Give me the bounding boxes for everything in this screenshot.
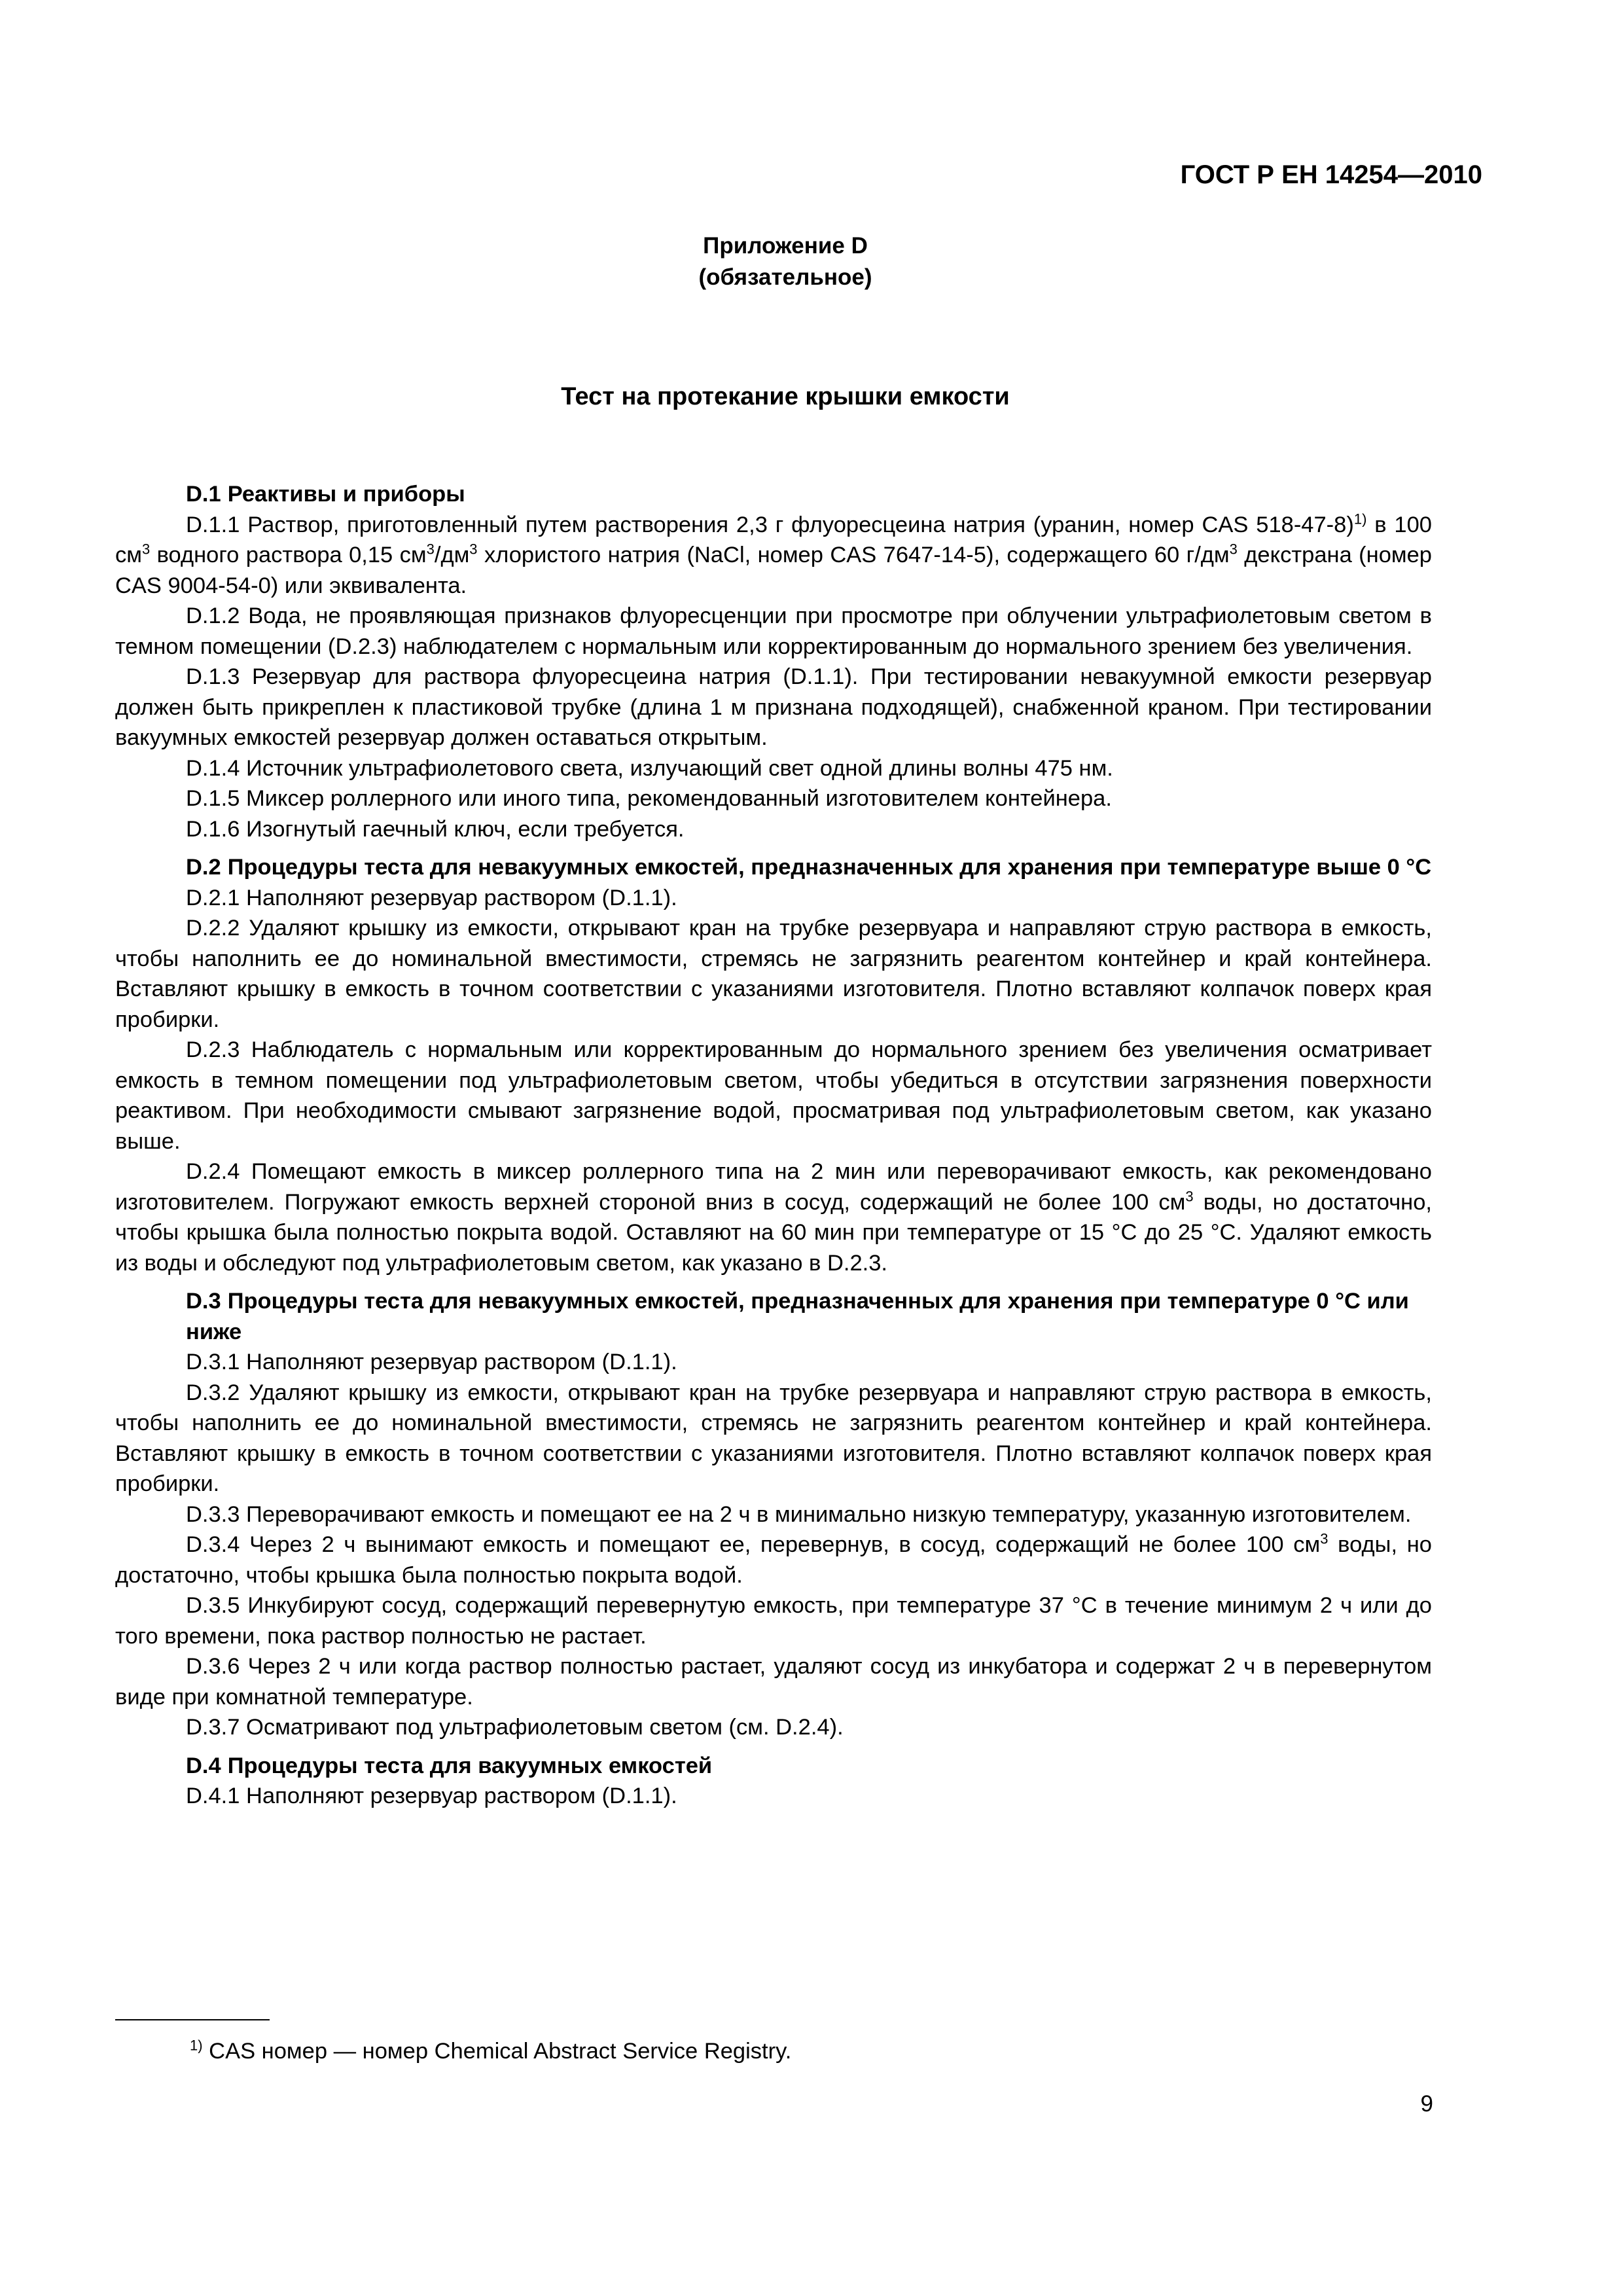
footnote-text: CAS номер — номер Chemical Abstract Service Registry. [209, 2039, 792, 2064]
paragraph-d3-7: D.3.7 Осматривают под ультрафиолетовым светом (см. D.2.4). [186, 1715, 844, 1740]
paragraph-d3-1: D.3.1 Наполняют резервуар раствором (D.1.1). [186, 1350, 677, 1374]
paragraph-d3-3: D.3.3 Переворачивают емкость и помещают ее на 2 ч в минимально низкую температуру, указанную изготовителем. [186, 1501, 1412, 1527]
section-heading-d1: D.1 Реактивы и приборы [186, 482, 465, 507]
annex-status: (обязательное) [698, 264, 872, 290]
section-heading-d3: D.3 Процедуры теста для невакуумных емкостей, предназначенных для хранения при температуре 0 °С или ниже [186, 1289, 1409, 1344]
paragraph-d1-5: D.1.5 Миксер роллерного или иного типа, рекомендованный изготовителем контейнера. [186, 786, 1112, 811]
paragraph-d1-4: D.1.4 Источник ультрафиолетового света, излучающий свет одной длины волны 475 нм. [186, 755, 1113, 781]
footnote-reference: 1) [1353, 511, 1367, 527]
paragraph-d3-4: D.3.4 Через 2 ч вынимают емкость и помещают ее, перевернув, в сосуд, содержащий не более 100 $см^3$ воды, но достаточно, чтобы крышка была полностью покрыта водой. [115, 1530, 1432, 1588]
paragraph-d2-2: D.2.2 Удаляют крышку из емкости, открывают кран на трубке резервуара и направляют струю раствора в емкость, чтобы наполнить ее до номинальной вместимости, стремясь не загрязнить реагентом контейнер и край контейнера. Вставляют крышку в емкость в точном соответствии с указаниями изготовителя. Плотно вставляют колпачок поверх края пробирки. [115, 916, 1432, 1032]
paragraph-d3-5: D.3.5 Инкубируют сосуд, содержащий перевернутую емкость, при температуре 37 °С в течение минимум 2 ч или до того времени, пока раствор полностью не растает. [115, 1593, 1432, 1649]
annex-title: Тест на протекание крышки емкости [561, 383, 1010, 410]
annex-heading [0, 230, 1571, 293]
footnote-divider [115, 2019, 270, 2020]
paragraph-d2-1: D.2.1 Наполняют резервуар раствором (D.1.1). [186, 885, 677, 910]
paragraph-d2-3: D.2.3 Наблюдатель с нормальным или корректированным до нормального зрением без увеличения осматривает емкость в темном помещении под ультрафиолетовым светом, чтобы убедиться в отсутствии загрязнения поверхности реактивом. При необходимости смывают загрязнение водой, просматривая под ультрафиолетовым светом, как указано выше. [115, 1037, 1432, 1154]
document-body [115, 471, 1432, 1812]
paragraph-d3-6: D.3.6 Через 2 ч или когда раствор полностью растает, удаляют сосуд из инкубатора и содержат 2 ч в перевернутом виде при комнатной температуре. [115, 1654, 1432, 1710]
paragraph-d4-1: D.4.1 Наполняют резервуар раствором (D.1.1). [186, 1784, 677, 1808]
page-number: 9 [1420, 2091, 1433, 2117]
document-code-header: ГОСТ Р ЕН 14254—2010 [1180, 160, 1482, 189]
paragraph-d1-3: D.1.3 Резервуар для раствора флуоресцеина натрия (D.1.1). При тестировании невакуумной емкости резервуар должен быть прикреплен к пластиковой трубке (длина 1 м признана подходящей), снабженной краном. При тестировании вакуумных емкостей резервуар должен оставаться открытым. [115, 664, 1432, 750]
paragraph-d1-6: D.1.6 Изогнутый гаечный ключ, если требуется. [186, 816, 685, 842]
footnote-marker: 1) [190, 2037, 203, 2054]
annex-label: Приложение D [703, 233, 868, 259]
paragraph-d3-2: D.3.2 Удаляют крышку из емкости, открывают кран на трубке резервуара и направляют струю раствора в емкость, чтобы наполнить ее до номинальной вместимости, стремясь не загрязнить реагентом контейнер и край контейнера. Вставляют крышку в емкость в точном соответствии с указаниями изготовителя. Плотно вставляют колпачок поверх края пробирки. [115, 1380, 1432, 1496]
paragraph-d1-1: D.1.1 Раствор, приготовленный путем растворения 2,3 г флуоресцеина натрия (уранин, номер CAS 518-47-8)$^{1)}$ в 100 $см^3$ водного раствора 0,15 $см^3/дм^3$ хлористого натрия (NaCl, номер CAS 7647-14-5), содержащего 60 $г/дм^3$ декстрана (номер CAS 9004-54-0) или эквивалента. [115, 511, 1432, 598]
paragraph-d2-4: D.2.4 Помещают емкость в миксер роллерного типа на 2 мин или переворачивают емкость, как рекомендовано изготовителем. Погружают емкость верхней стороной вниз в сосуд, содержащий не более 100 $см^3$ воды, но достаточно, чтобы крышка была полностью покрыта водой. Оставляют на 60 мин при температуре от 15 °С до 25 °С. Удаляют емкость из воды и обследуют под ультрафиолетовым светом, как указано в D.2.3. [115, 1159, 1432, 1276]
footnote [190, 2039, 791, 2064]
section-heading-d2: D.2 Процедуры теста для невакуумных емкостей, предназначенных для хранения при температуре выше 0 °С [186, 855, 1432, 880]
paragraph-d1-2: D.1.2 Вода, не проявляющая признаков флуоресценции при просмотре при облучении ультрафиолетовым светом в темном помещении (D.2.3) наблюдателем с нормальным или корректированным до нормального зрением без увеличения. [115, 603, 1432, 659]
section-heading-d4: D.4 Процедуры теста для вакуумных емкостей [186, 1753, 713, 1778]
